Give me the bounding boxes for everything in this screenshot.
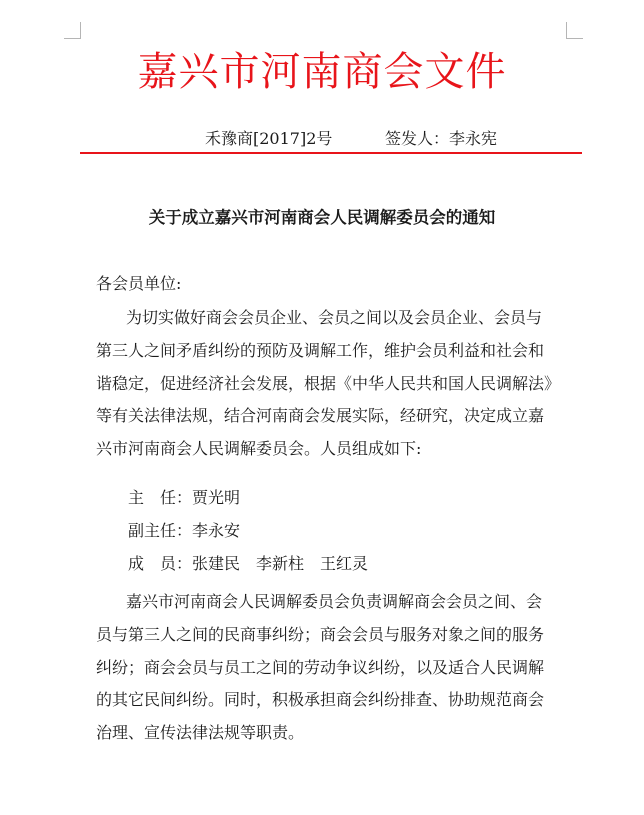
issuer: 签发人：李永宪 xyxy=(385,129,498,148)
salutation: 各会员单位: xyxy=(96,274,182,293)
paragraph-line: 兴市河南商会人民调解委员会。人员组成如下: xyxy=(96,439,422,459)
paragraph-line: 谐稳定，促进经济社会发展，根据《中华人民共和国人民调解法》 xyxy=(96,373,561,393)
notice-title: 关于成立嘉兴市河南商会人民调解委员会的通知 xyxy=(148,208,496,227)
header-divider xyxy=(80,152,582,154)
member-members: 成 员：张建民 李新柱 王红灵 xyxy=(128,554,369,573)
paragraph-line: 嘉兴市河南商会人民调解委员会负责调解商会会员之间、会 xyxy=(126,592,543,611)
paragraph-line: 治理、宣传法律法规等职责。 xyxy=(96,723,305,743)
crop-mark-top-right xyxy=(566,22,583,39)
paragraph-line: 纠纷；商会会员与员工之间的劳动争议纠纷，以及适合人民调解 xyxy=(96,657,545,677)
paragraph-2 xyxy=(96,586,566,750)
paragraph-1 xyxy=(96,302,566,466)
paragraph-line: 等有关法律法规，结合河南商会发展实际，经研究，决定成立嘉 xyxy=(96,406,545,426)
document-header-title: 嘉兴市河南商会文件 xyxy=(137,49,507,95)
paragraph-line: 的其它民间纠纷。同时，积极承担商会纠纷排查、协助规范商会 xyxy=(96,690,545,710)
member-deputy-director: 副主任：李永安 xyxy=(128,521,241,540)
crop-mark-top-left xyxy=(64,22,81,39)
document-number: 禾豫商[2017]2号 xyxy=(205,129,333,148)
paragraph-line: 第三人之间矛盾纠纷的预防及调解工作，维护会员利益和社会和 xyxy=(96,340,545,360)
member-director: 主 任：贾光明 xyxy=(128,488,241,507)
paragraph-line: 为切实做好商会会员企业、会员之间以及会员企业、会员与 xyxy=(126,308,543,327)
paragraph-line: 员与第三人之间的民商事纠纷；商会会员与服务对象之间的服务 xyxy=(96,624,545,644)
